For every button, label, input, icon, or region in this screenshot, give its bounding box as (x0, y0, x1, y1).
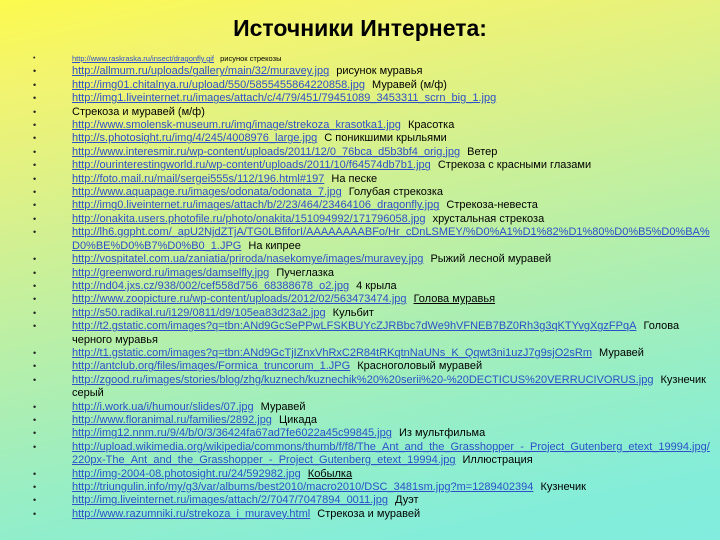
source-list-item (0, 307, 720, 320)
bullet-icon: • (33, 401, 37, 412)
bullet-icon: • (33, 267, 37, 278)
source-link[interactable]: http://antclub.org/files/images/Formica_truncorum_1.JPG (72, 360, 351, 373)
bullet-icon: • (33, 254, 37, 265)
source-description: хрустальная стрекоза (432, 212, 545, 225)
source-link[interactable]: http://t1.gstatic.com/images?q=tbn:ANd9GcTjIZnxVhRxC2R84tRKqtnNaUNs_K_Qqwt3ni1uzJ7g9sjO2sRm (72, 346, 592, 359)
source-link[interactable]: http://lh6.ggpht.com/_apU2NjdZTjA/TG0LBfiforI/AAAAAAAABFo/Hr_cDnLSMEY/%D0%A1%D1%82%D1%80%D0%B5%D0%BA%D0%BE%D0%B7%D0%B0_1.JPG (72, 226, 710, 252)
source-link[interactable]: http://foto.mail.ru/mail/sergei555s/112/196.html#197 (72, 172, 325, 185)
source-description: Кузнечик (540, 481, 586, 493)
source-description: Муравей (599, 346, 644, 359)
source-list (0, 52, 720, 521)
source-description: рисунок стрекозы (220, 54, 282, 63)
source-list-item (0, 320, 720, 347)
source-link[interactable]: http://s.photosight.ru/img/4/245/4008976_large.jpg (72, 132, 318, 145)
source-list-item (0, 267, 720, 280)
source-link[interactable]: http://img01.chitalnya.ru/upload/550/5855455864220858.jpg (72, 78, 365, 91)
source-list-item (0, 468, 720, 481)
source-link[interactable]: http://vospitatel.com.ua/zaniatia/priroda/nasekomye/images/muravey.jpg (72, 253, 424, 266)
source-list-item (0, 374, 720, 401)
source-list-item (0, 360, 720, 373)
source-list-item (0, 199, 720, 212)
source-link[interactable]: http://www.aquapage.ru/images/odonata/odonata_7.jpg (72, 186, 342, 199)
bullet-icon: • (33, 482, 37, 492)
source-link[interactable]: http://zgood.ru/images/stories/blog/zhg/kuznech/kuznechik%20%20serii%20-%20DECTICUS%20VERRUCIVORUS.jpg (72, 373, 654, 386)
bullet-icon: • (33, 280, 37, 291)
source-link[interactable]: http://img0.liveinternet.ru/images/attach/b/2/23/464/23464106_dragonfly.jpg (72, 199, 440, 212)
bullet-icon: • (33, 227, 37, 238)
bullet-icon: • (33, 106, 37, 117)
source-list-item (0, 508, 720, 521)
source-list-item (0, 213, 720, 226)
source-link[interactable]: http://www.floranimal.ru/families/2892.jpg (72, 413, 272, 426)
source-link[interactable]: http://img.liveinternet.ru/images/attach/2/7047/7047894_0011.jpg (72, 494, 388, 507)
source-description: Голубая стрекозка (348, 186, 444, 199)
source-list-item (0, 79, 720, 92)
source-list-item (0, 65, 720, 78)
source-description: рисунок муравья (336, 65, 423, 78)
source-description: Дуэт (395, 494, 419, 507)
source-description: 4 крыла (356, 279, 397, 292)
source-description: Муравей (м/ф) (372, 78, 447, 91)
source-description: Кобылка (307, 467, 353, 480)
source-description: Стрекоза и муравей (317, 507, 421, 520)
bullet-icon: • (33, 294, 37, 305)
source-description: Стрекоза и муравей (м/ф) (72, 105, 205, 118)
source-list-item (0, 52, 720, 65)
bullet-icon: • (33, 414, 37, 425)
source-description: Пучеглазка (276, 266, 334, 279)
source-description: Цикада (279, 413, 317, 426)
source-list-item (0, 293, 720, 306)
source-description: Ветер (467, 145, 498, 158)
source-list-item (0, 132, 720, 145)
bullet-icon: • (33, 347, 37, 358)
source-list-item (0, 159, 720, 172)
source-list-item (0, 106, 720, 119)
source-link[interactable]: http://s50.radikal.ru/i129/0811/d9/105ea83d23a2.jpg (72, 306, 326, 319)
source-description: Кузнечик серый (72, 373, 706, 400)
bullet-icon: • (33, 160, 37, 171)
bullet-icon: • (33, 321, 37, 332)
source-link[interactable]: http://www.razumniki.ru/strekoza_i_muravey.html (72, 507, 311, 520)
bullet-icon: • (33, 307, 37, 318)
bullet-icon: • (33, 79, 37, 90)
source-list-item (0, 481, 720, 494)
bullet-icon: • (33, 187, 37, 198)
source-link[interactable]: http://ourinterestingworld.ru/wp-content/uploads/2011/10/f64574db7b1.jpg (72, 159, 431, 172)
source-description: Стрекоза с красными глазами (437, 159, 592, 172)
source-description: Иллюстрация (462, 454, 533, 467)
bullet-icon: • (33, 120, 37, 131)
source-link[interactable]: http://triungulin.info/my/g3/var/albums/best2010/macro2010/DSC_3481sm.jpg?m=1289402394 (72, 481, 534, 493)
bullet-icon: • (33, 468, 37, 479)
source-description: Рыжий лесной муравей (430, 253, 552, 266)
source-link[interactable]: http://onakita.users.photofile.ru/photo/onakita/151094992/171796058.jpg (72, 212, 426, 225)
bullet-icon: • (33, 173, 37, 184)
source-link[interactable]: http://upload.wikimedia.org/wikipedia/commons/thumb/f/f8/The_Ant_and_the_Grasshopper_-_Project_Gutenberg_etext_19994.jpg/220px-The_Ant_and_the_Grasshopper_-_Project_Gutenberg_etext_19994.jpg (72, 440, 710, 467)
source-description: Кульбит (332, 306, 374, 319)
source-link[interactable]: http://www.raskraska.ru/insect/dragonfly.gif (72, 54, 215, 63)
source-list-item (0, 92, 720, 105)
source-description: С поникшими крыльями (324, 132, 447, 145)
source-link[interactable]: http://img1.liveinternet.ru/images/attach/c/4/79/451/79451089_3453311_scrn_big_1.jpg (72, 92, 497, 105)
source-link[interactable]: http://i.work.ua/i/humour/slides/07.jpg (72, 400, 254, 413)
source-list-item (0, 347, 720, 360)
bullet-icon: • (33, 495, 37, 506)
page-title: Источники Интернета: (233, 15, 487, 41)
source-link[interactable]: http://t2.gstatic.com/images?q=tbn:ANd9GcSePPwLFSKBUYcZJRBbc7dWe9hVFNEB7BZ0Rh3g3qKTYvgXgzFPqA (72, 320, 637, 333)
source-list-item (0, 119, 720, 132)
source-link[interactable]: http://allmum.ru/uploads/gallery/main/32/muravey.jpg (72, 65, 330, 78)
source-list-item (0, 441, 720, 468)
source-link[interactable]: http://img12.nnm.ru/9/4/b/0/3/36424fa67ad7fe6022a45c99845.jpg (72, 427, 392, 440)
source-list-item (0, 401, 720, 414)
bullet-icon: • (33, 374, 37, 385)
source-list-item (0, 494, 720, 507)
source-description: Из мультфильма (398, 427, 486, 440)
source-description: На кипрее (248, 239, 301, 252)
source-description: Голова муравья (413, 293, 496, 306)
bullet-icon: • (33, 361, 37, 372)
source-description: Голова черного муравья (72, 320, 680, 346)
source-list-item (0, 146, 720, 159)
source-list-item (0, 280, 720, 293)
source-link[interactable]: http://www.smolensk-museum.ru/img/image/strekoza_krasotka1.jpg (72, 119, 401, 132)
source-description: Красноголовый муравей (357, 360, 483, 373)
bullet-icon: • (33, 55, 36, 62)
source-link[interactable]: http://www.interesmir.ru/wp-content/uploads/2011/12/0_76bca_d5b3bf4_orig.jpg (72, 145, 461, 158)
bullet-icon: • (33, 428, 37, 439)
bullet-icon: • (33, 441, 37, 452)
source-link[interactable]: http://img-2004-08.photosight.ru/24/592982.jpg (72, 467, 301, 480)
source-list-item (0, 186, 720, 199)
bullet-icon: • (33, 133, 37, 144)
source-description: Муравей (260, 400, 306, 413)
source-description: Стрекоза-невеста (446, 199, 538, 212)
source-list-item (0, 414, 720, 427)
bullet-icon: • (33, 146, 37, 157)
source-list-item (0, 173, 720, 186)
bullet-icon: • (33, 508, 37, 519)
source-description: На песке (331, 172, 378, 185)
source-link[interactable]: http://greenword.ru/images/damselfly.jpg (72, 266, 270, 279)
source-list-item (0, 427, 720, 440)
source-link[interactable]: http://www.zoopicture.ru/wp-content/uploads/2012/02/563473474.jpg (72, 293, 407, 306)
source-link[interactable]: http://nd04.jxs.cz/938/002/cef558d756_68388678_o2.jpg (72, 279, 350, 292)
bullet-icon: • (33, 66, 37, 77)
source-description: Красотка (407, 119, 455, 132)
source-list-item (0, 253, 720, 266)
source-list-item (0, 226, 720, 253)
bullet-icon: • (33, 213, 37, 224)
bullet-icon: • (33, 93, 37, 104)
bullet-icon: • (33, 200, 37, 211)
